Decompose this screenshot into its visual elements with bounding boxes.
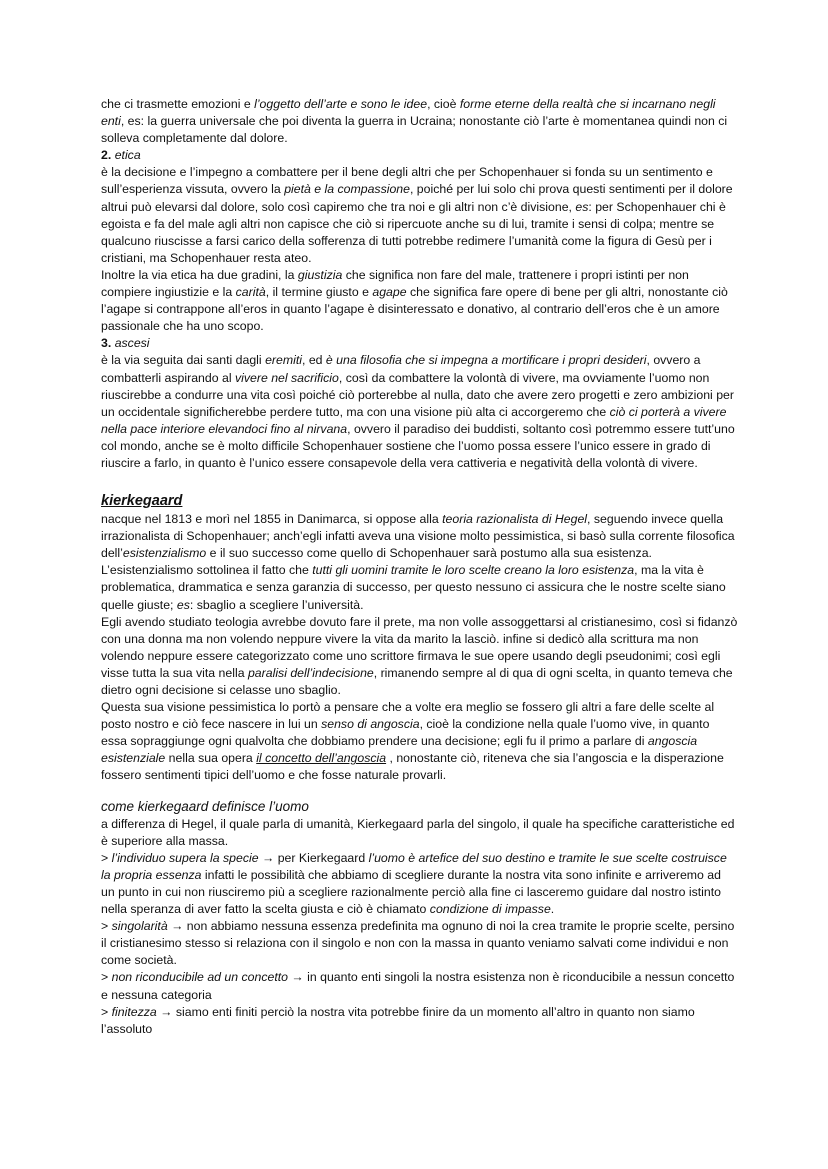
list-item-non-riconducibile: > non riconducibile ad un concetto → in quanto enti singoli la nostra esistenza non è riconducibile a nessun concetto e nessuna categoria — [101, 970, 735, 1002]
paragraph-etica-1: è la decisione e l’impegno a combattere per il bene degli altri che per Schopenhauer si fonda su un sentimento e sull’esperienza vissuta, ovvero la pietà e la compassione, poiché per lui solo chi prova questi sentimenti per il dolore altrui può elevarsi dal dolore, solo così capiremo che tra noi e gli altri non c’è divisione, es: per Schopenhauer chi è egoista e fa del male agli altri non capisce che ciò si ripercuote anche su di lui, tramite i sensi di colpa; mentre se qualcuno riuscisse a farsi carico della sofferenza di tutti potrebbe redimere l’umanità come la figura di Gesù per i cristiani, ma Schopenhauer resta ateo. — [101, 165, 733, 265]
paragraph-kierkegaard-3: Egli avendo studiato teologia avrebbe dovuto fare il prete, ma non volle assoggettarsi al cristianesimo, così si fidanzò con una donna ma non volendo neppure vivere la vita da marito la lasciò. infine si dedicò alla scrittura ma non volendo neppure essere categorizzato come uno scrittore firmava le sue opere usando degli pseudonimi; così egli visse tutta la sua vita nella paralisi dell’indecisione, rimanendo sempre al di qua di ogni scelta, in quanto temeva che dietro ogni decisione si celasse uno sbaglio. — [101, 614, 738, 697]
paragraph-ascesi: è la via seguita dai santi dagli eremiti, ed è una filosofia che si impegna a mortificare i propri desideri, ovvero a combatterli aspirando al vivere nel sacrificio, così da combattere la volontà di vivere, ma ovviamente l’uomo non riuscirebbe a condurre una vita così poiché ciò porterebbe al nulla, dato che avere zero progetti e zero ambizioni per un occidentale significherebbe perdere tutto, ma con una visione più alta ci accorgeremo che ciò ci porterà a vivere nella pace interiore elevandoci fino al nirvana, ovvero il paradiso dei buddisti, soltanto così potremmo essere tutt’uno col mondo, anche se è molto difficile Schopenhauer sostiene che l’uomo possa essere l’unico essere in grado di riuscire a farlo, in quanto è l’unico essere consapevole della vera cattiveria e negatività della volontà di vivere. — [101, 353, 735, 470]
list-item-singolarita: > singolarità → non abbiamo nessuna essenza predefinita ma ognuno di noi la crea tramite le proprie scelte, persino il cristianesimo stesso si relaziona con il singolo e non con la massa in quanto veniamo salvati come individui e non come società. — [101, 919, 735, 968]
paragraph-kierkegaard-1: nacque nel 1813 e morì nel 1855 in Danimarca, si oppose alla teoria razionalista di Hegel, seguendo invece quella irrazionalista di Schopenhauer; anch’egli infatti aveva una visione molto pessimistica, si basò sulla corrente filosofica dell’esistenzialismo e il suo successo come quello di Schopenhauer sarà postumo alla sua esistenza. — [101, 512, 735, 561]
paragraph-intro: che ci trasmette emozioni e l’oggetto dell’arte e sono le idee, cioè forme eterne della realtà che si incarnano negli enti, es: la guerra universale che poi diventa la guerra in Ucraina; nonostante ciò l’arte è momentanea quindi non ci solleva completamente dal dolore. — [101, 97, 728, 146]
paragraph-uomo-intro: a differenza di Hegel, il quale parla di umanità, Kierkegaard parla del singolo, il quale ha specifiche caratteristiche ed è superiore alla massa. — [101, 816, 735, 848]
section-heading-ascesi: 3. ascesi — [101, 336, 150, 351]
book-title: il concetto dell’angoscia — [256, 751, 387, 766]
paragraph-kierkegaard-2: L’esistenzialismo sottolinea il fatto che tutti gli uomini tramite le loro scelte creano la loro esistenza, ma la vita è problematica, drammatica e senza garanzia di successo, per questo nessuno ci assicura che le nostre scelte siano quelle giuste; es: sbaglio a scegliere l’università. — [101, 563, 726, 612]
paragraph-etica-2: Inoltre la via etica ha due gradini, la giustizia che significa non fare del male, trattenere i propri istinti per non compiere ingiustizie e la carità, il termine giusto e agape che significa fare opere di bene per gli altri, nonostante ciò l’agape si contrappone all’eros in quanto l’agape è disinteressato e donativo, al contrario dell’eros che è un amore passionale che ha uno scopo. — [101, 267, 728, 334]
list-item-specie: > l’individuo supera la specie → per Kierkegaard l’uomo è artefice del suo destino e tramite le sue scelte costruisce la propria essenza infatti le possibilità che abbiamo di scegliere durante la nostra vita sono infinite e arriveremo ad un punto in cui non riusciremo più a scegliere razionalmente perciò alla fine ci lasceremo guidare dal nostro istinto nella speranza di aver fatto la scelta giusta e ciò è chiamato condizione di impasse. — [101, 850, 727, 917]
section-heading-etica: 2. etica — [101, 148, 141, 163]
paragraph-kierkegaard-4: Questa sua visione pessimistica lo portò a pensare che a volte era meglio se fossero gli altri a fare delle scelte al posto nostro e ciò fece nascere in lui un senso di angoscia, cioè la condizione nella quale l’uomo vive, in quanto essa sopraggiunge ogni qualvolta che dobbiamo prendere una decisione; egli fu il primo a parlare di angoscia esistenziale nella sua opera il concetto dell’angoscia , nonostante ciò, riteneva che sia l’angoscia e la disperazione fossero sentimenti tipici dell’uomo e che fosse naturale provarli. — [101, 700, 724, 783]
subsection-title-uomo: come kierkegaard definisce l’uomo — [101, 798, 309, 814]
list-item-finitezza: > finitezza → siamo enti finiti perciò la nostra vita potrebbe finire da un momento all’altro in quanto non siamo l’assoluto — [101, 1004, 695, 1036]
section-title-kierkegaard: kierkegaard — [101, 493, 183, 510]
